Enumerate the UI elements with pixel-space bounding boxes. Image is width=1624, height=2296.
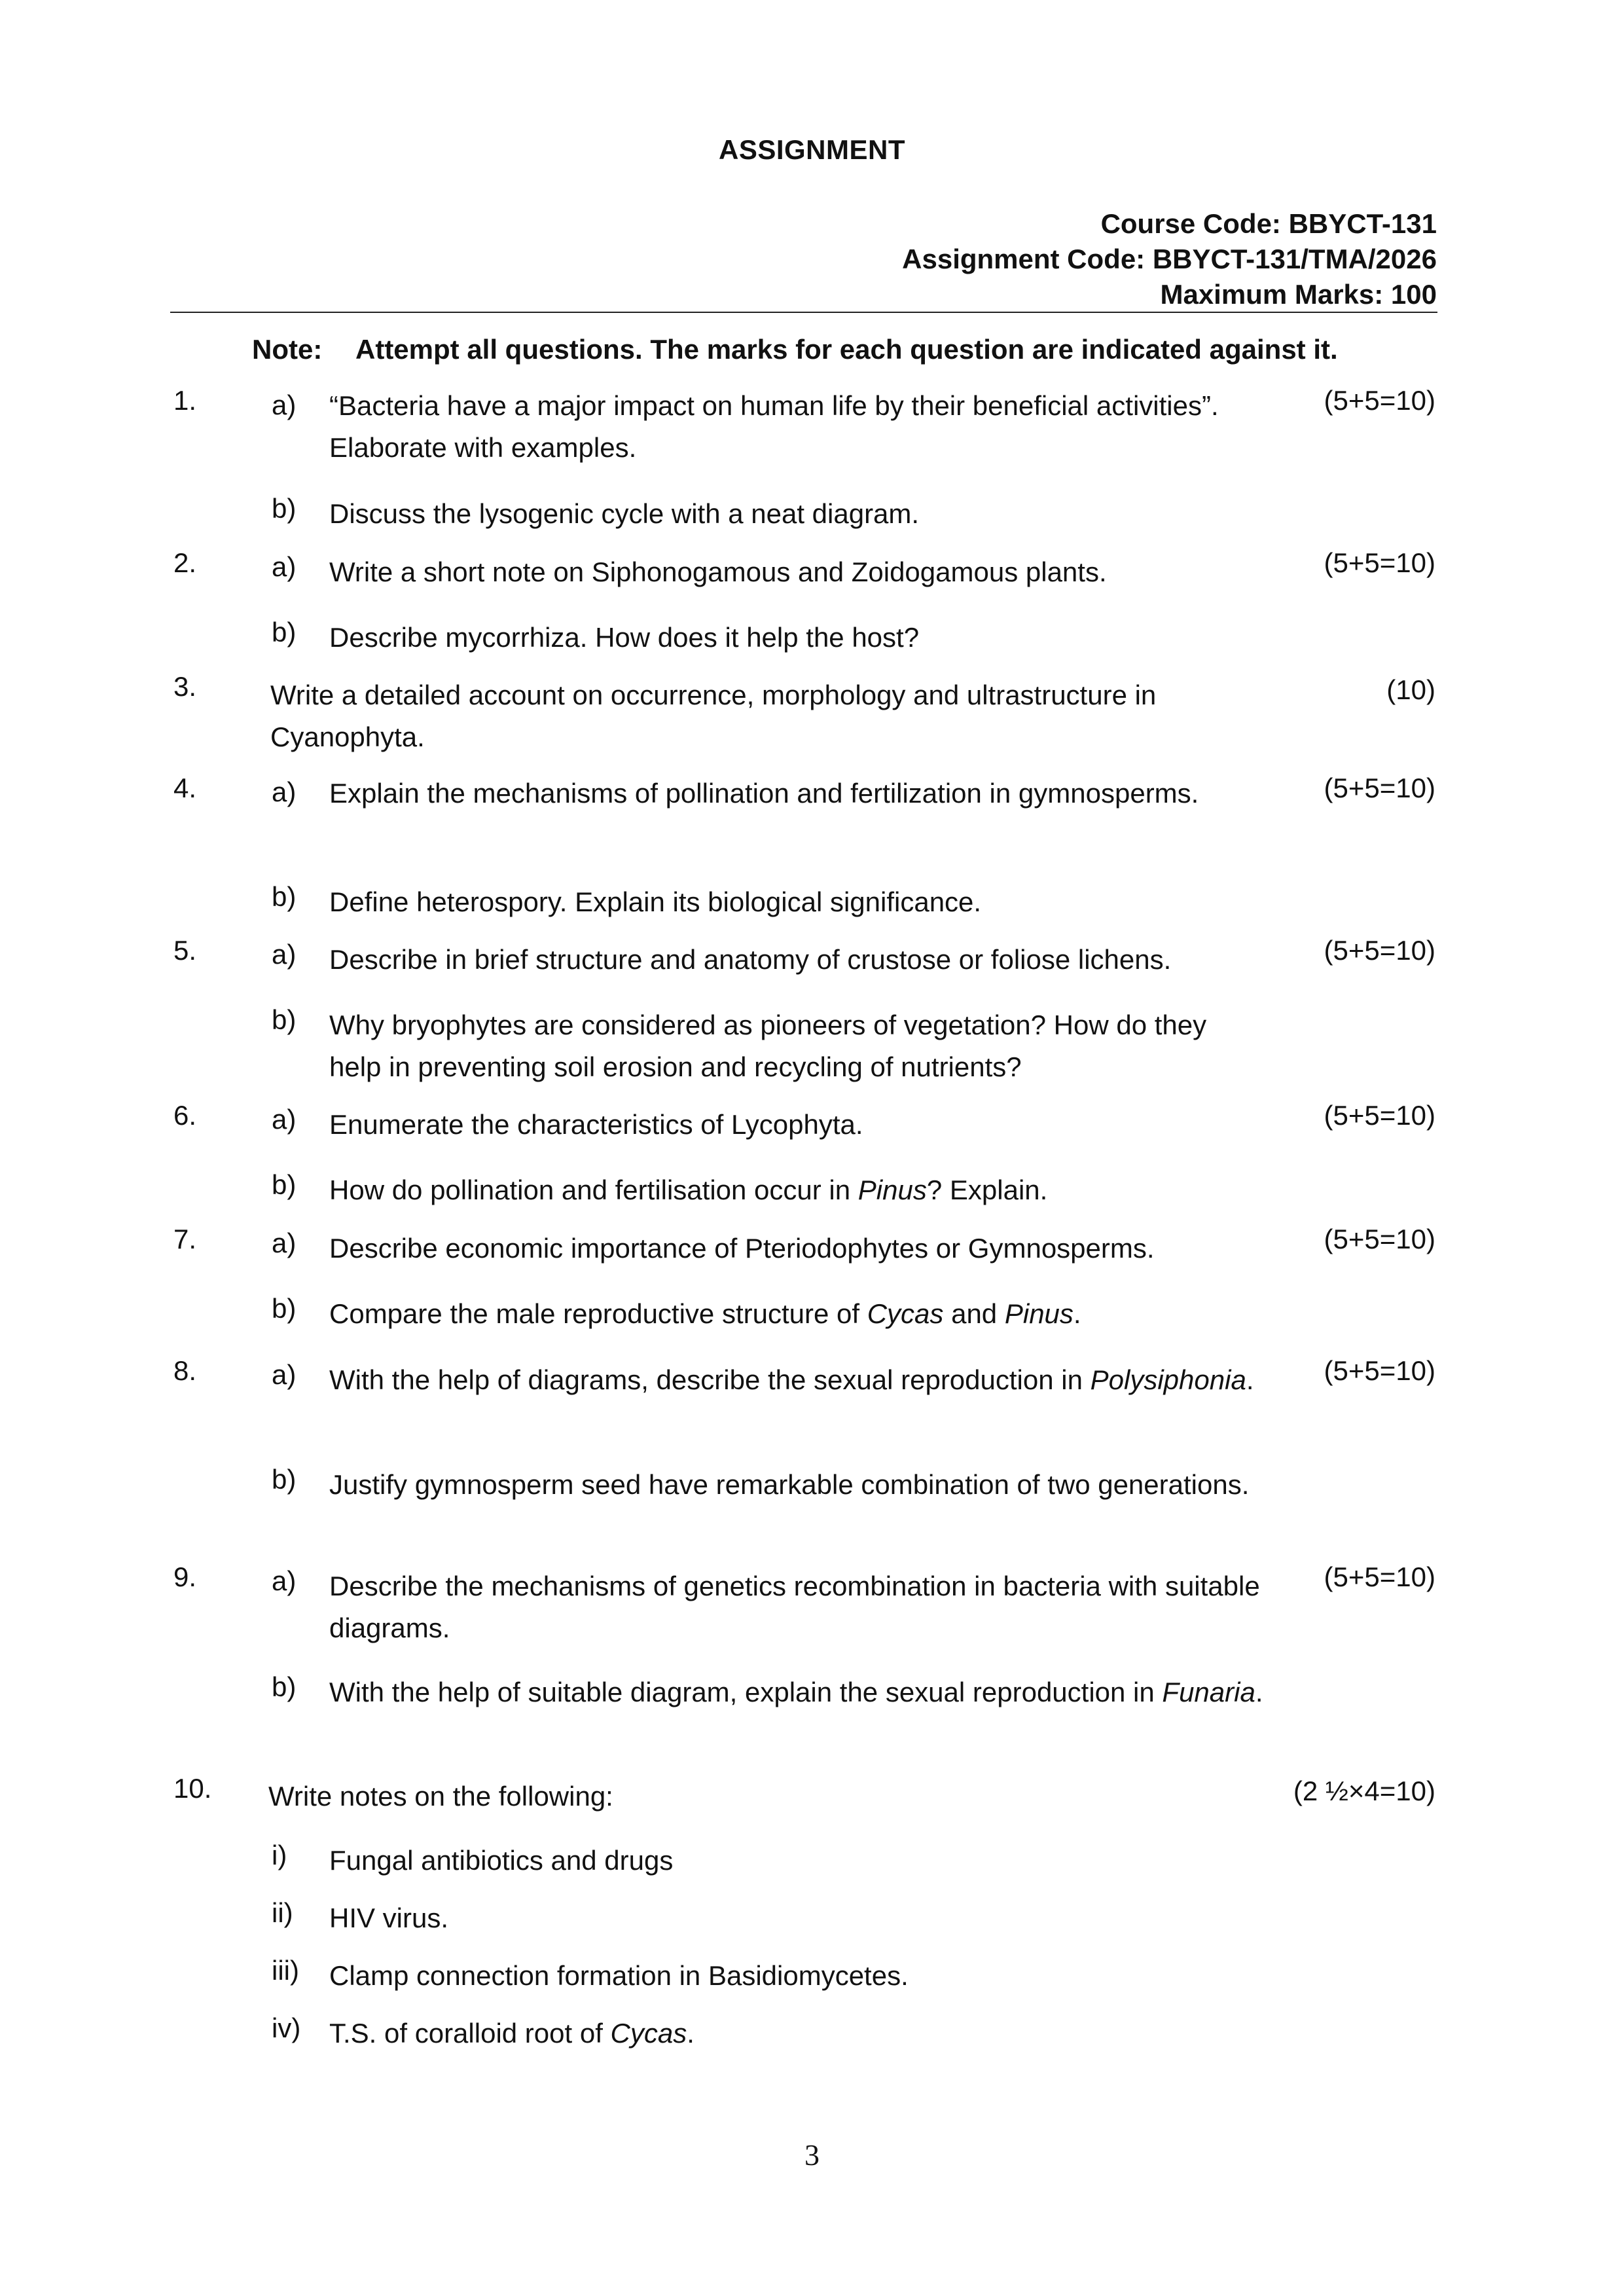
question-marks: (5+5=10) <box>1324 385 1435 416</box>
part-label: a) <box>272 1104 297 1135</box>
species-name: Pinus <box>1004 1298 1074 1329</box>
part-label: a) <box>272 1228 297 1258</box>
question-text: With the help of suitable diagram, explain the sexual reproduction in Funaria. <box>329 1677 1263 1707</box>
page-number: 3 <box>804 2138 820 2172</box>
question-marks: (5+5=10) <box>1324 935 1435 966</box>
question-text: Clamp connection formation in Basidiomycetes. <box>329 1960 909 1991</box>
part-label: b) <box>272 1464 297 1495</box>
question-text: Describe economic importance of Pteriodophytes or Gymnosperms. <box>329 1233 1155 1264</box>
question-marks: (5+5=10) <box>1324 1561 1435 1592</box>
question-text: Explain the mechanisms of pollination and fertilization in gymnosperms. <box>329 778 1199 809</box>
question-text: Write a short note on Siphonogamous and Zoidogamous plants. <box>329 556 1107 587</box>
question-marks: (5+5=10) <box>1324 547 1435 578</box>
species-name: Pinus <box>857 1175 927 1205</box>
question-number: 9. <box>173 1561 197 1592</box>
question-number: 1. <box>173 385 197 416</box>
question-text: Write notes on the following: <box>268 1781 613 1812</box>
part-label: b) <box>272 1293 297 1324</box>
part-label: b) <box>272 493 297 524</box>
part-label: a) <box>272 390 297 420</box>
part-label: a) <box>272 939 297 970</box>
part-label: b) <box>272 617 297 647</box>
maximum-marks: Maximum Marks: 100 <box>1160 279 1437 310</box>
question-marks: (10) <box>1386 674 1435 705</box>
species-name: Polysiphonia <box>1090 1364 1246 1395</box>
part-label: b) <box>272 1671 297 1702</box>
question-number: 2. <box>173 547 197 578</box>
question-text: “Bacteria have a major impact on human life by their beneficial activities”. Elaborate with examples. <box>329 390 1219 463</box>
part-label: iii) <box>272 1955 299 1986</box>
question-marks: (5+5=10) <box>1324 1100 1435 1131</box>
question-text: Describe in brief structure and anatomy of crustose or foliose lichens. <box>329 944 1172 975</box>
part-label: i) <box>272 1840 287 1870</box>
note-label: Note: <box>252 334 323 365</box>
part-label: a) <box>272 1359 297 1390</box>
question-text: With the help of diagrams, describe the sexual reproduction in Polysiphonia. <box>329 1364 1254 1395</box>
question-number: 7. <box>173 1224 197 1254</box>
part-label: b) <box>272 881 297 912</box>
question-text: Describe the mechanisms of genetics recombination in bacteria with suitable diagrams. <box>329 1571 1260 1643</box>
question-text: Why bryophytes are considered as pioneers of vegetation? How do they help in preventing soil erosion and recycling of nutrients? <box>329 1010 1207 1082</box>
question-text: Fungal antibiotics and drugs <box>329 1845 674 1876</box>
question-text: T.S. of coralloid root of Cycas. <box>329 2018 695 2049</box>
part-label: a) <box>272 551 297 582</box>
part-label: a) <box>272 776 297 807</box>
part-label: a) <box>272 1565 297 1596</box>
question-marks: (5+5=10) <box>1324 1224 1435 1254</box>
question-text: Write a detailed account on occurrence, morphology and ultrastructure in Cyanophyta. <box>270 680 1157 752</box>
question-marks: (2 ½×4=10) <box>1293 1776 1435 1806</box>
part-label: ii) <box>272 1897 293 1928</box>
question-text: Describe mycorrhiza. How does it help the host? <box>329 622 920 653</box>
question-number: 8. <box>173 1355 197 1386</box>
question-number: 6. <box>173 1100 197 1131</box>
note-text: Attempt all questions. The marks for each question are indicated against it. <box>355 334 1338 365</box>
question-marks: (5+5=10) <box>1324 1355 1435 1386</box>
question-marks: (5+5=10) <box>1324 773 1435 803</box>
species-name: Funaria <box>1162 1677 1255 1707</box>
question-text: Enumerate the characteristics of Lycophyta. <box>329 1109 863 1140</box>
instructions-note <box>252 334 1338 365</box>
part-label: b) <box>272 1004 297 1035</box>
question-number: 5. <box>173 935 197 966</box>
question-number: 4. <box>173 773 197 803</box>
question-text: Define heterospory. Explain its biological significance. <box>329 886 982 917</box>
species-name: Cycas <box>867 1298 944 1329</box>
assignment-code: Assignment Code: BBYCT-131/TMA/2026 <box>902 244 1437 274</box>
assignment-codes-block <box>902 206 1437 312</box>
question-number: 3. <box>173 671 197 702</box>
part-label: b) <box>272 1169 297 1200</box>
species-name: Cycas <box>610 2018 687 2049</box>
question-text: Justify gymnosperm seed have remarkable combination of two generations. <box>329 1469 1250 1500</box>
part-label: iv) <box>272 2013 301 2043</box>
question-number: 10. <box>173 1773 212 1804</box>
course-code: Course Code: BBYCT-131 <box>1100 208 1437 239</box>
question-text: How do pollination and fertilisation occur in Pinus? Explain. <box>329 1175 1048 1205</box>
question-text: HIV virus. <box>329 1903 449 1933</box>
question-text: Discuss the lysogenic cycle with a neat diagram. <box>329 498 920 529</box>
header-divider <box>170 312 1437 313</box>
page-title: ASSIGNMENT <box>718 134 905 165</box>
question-text: Compare the male reproductive structure of Cycas and Pinus. <box>329 1298 1081 1329</box>
